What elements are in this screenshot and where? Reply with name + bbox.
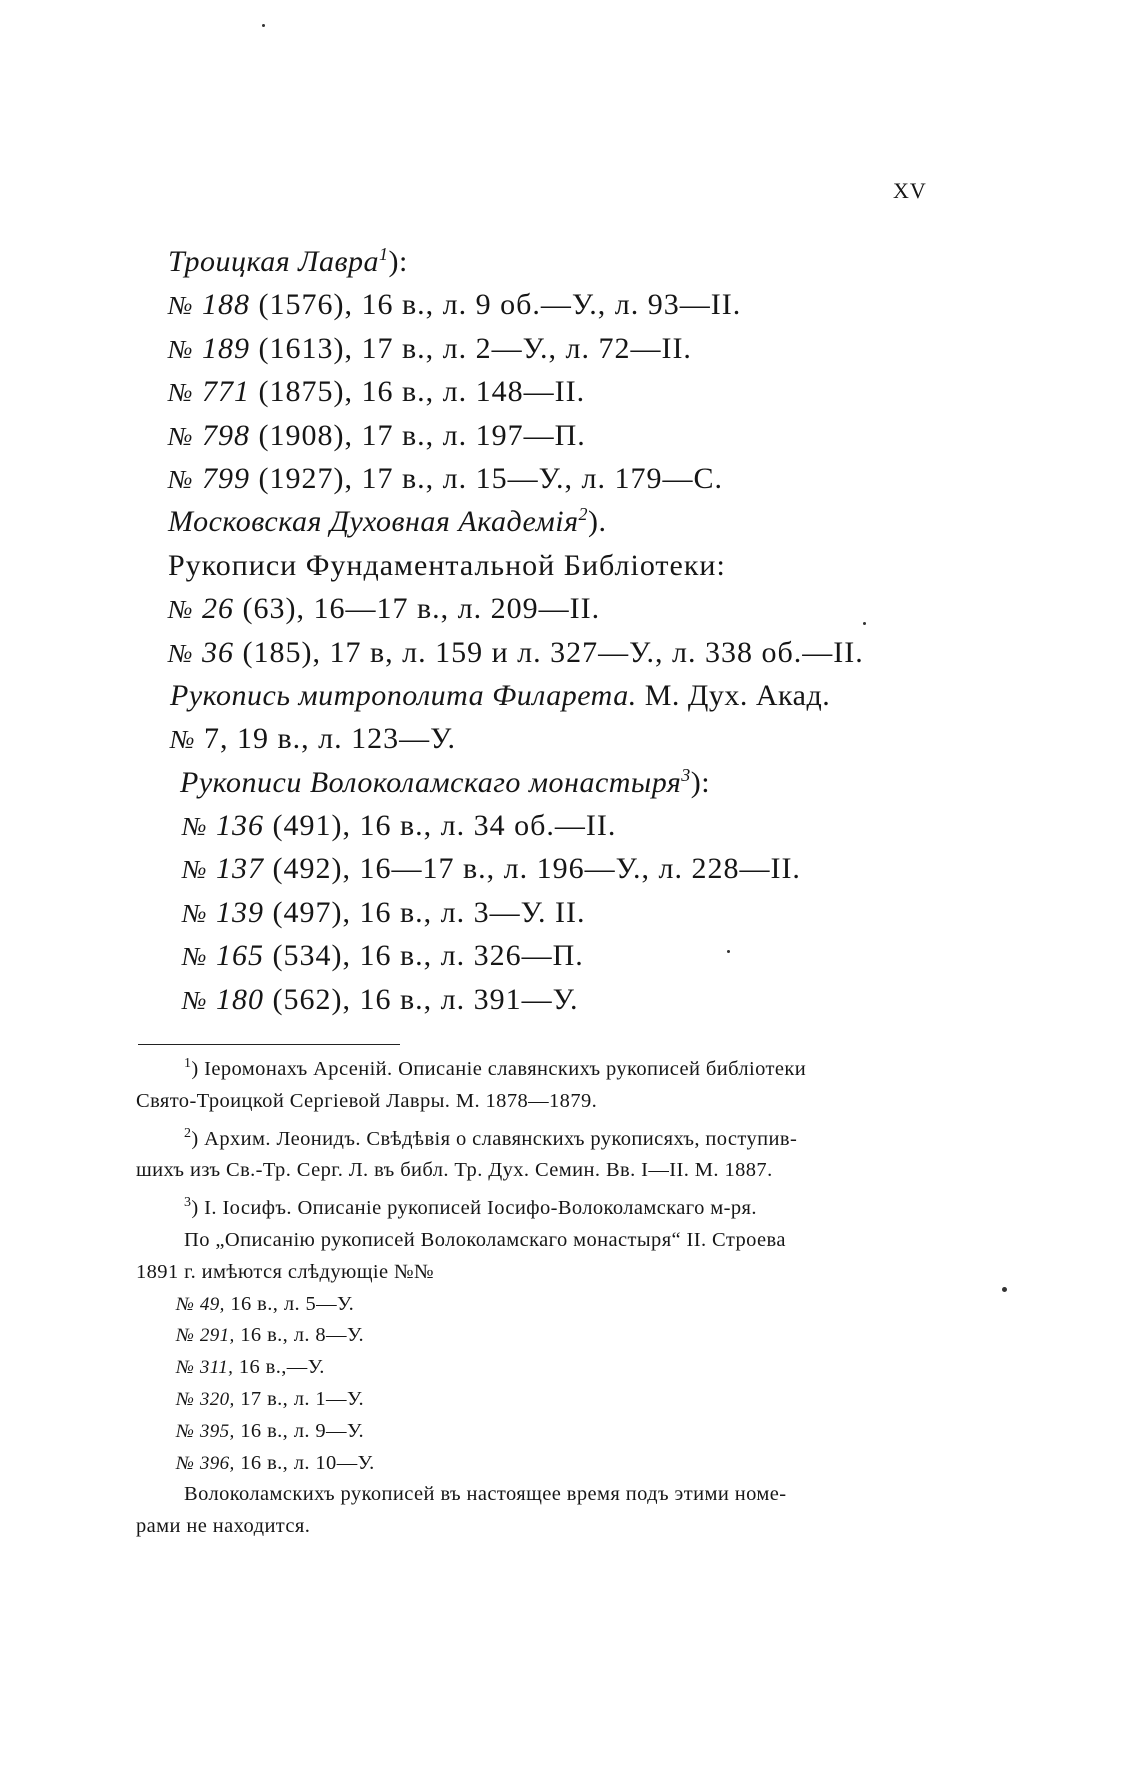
footnote-1: $^1$) Іеромонахъ Арсеній. Описаніе славянскихъ рукописей библіотеки (184, 1056, 807, 1080)
print-speck (727, 950, 730, 953)
section-heading-moscow-academy: Московская Духовная Академія$^2$). (168, 504, 607, 539)
footnote-3-paragraph-continuation: 1891 г. имѣются слѣдующіе №№ (136, 1260, 434, 1283)
list-item: № 395, 16 в., л. 9—У. (176, 1419, 365, 1442)
list-item: № 36 (185), 17 в, л. 159 и л. 327—У., л. 338 об.—II. (168, 635, 864, 669)
list-item: № 165 (534), 16 в., л. 326—П. (182, 939, 584, 973)
list-item: № 137 (492), 16—17 в., л. 196—У., л. 228—II. (182, 852, 801, 886)
print-speck (262, 24, 265, 27)
list-item: № 188 (1576), 16 в., л. 9 об.—У., л. 93—II. (168, 288, 742, 322)
footnote-ref: 2 (578, 504, 589, 525)
list-item: № 291, 16 в., л. 8—У. (176, 1324, 365, 1347)
list-item: № 320, 17 в., л. 1—У. (176, 1387, 365, 1410)
footnote-3-closing-continuation: рами не находится. (136, 1515, 311, 1538)
footnote-2-continuation: шихъ изъ Св.-Тр. Серг. Л. въ библ. Тр. Дух. Семин. Вв. I—II. М. 1887. (136, 1159, 773, 1182)
section-heading-trinity-lavra: Троицкая Лавра$^1$): (168, 244, 408, 278)
section-heading-volokolamsk: Рукописи Волоколамскаго монастыря$^3$): (180, 764, 711, 799)
list-item: № 799 (1927), 17 в., л. 15—У., л. 179—С. (168, 461, 723, 495)
footnote-1-continuation: Свято-Троицкой Сергіевой Лавры. М. 1878—1879. (136, 1089, 598, 1112)
list-item: № 136 (491), 16 в., л. 34 об.—II. (182, 809, 617, 843)
list-item: № 396, 16 в., л. 10—У. (176, 1451, 375, 1474)
section-subheading: Рукописи Фундаментальной Библіотеки: (168, 548, 726, 582)
footnote-ref: 3 (681, 764, 691, 785)
list-item: № 771 (1875), 16 в., л. 148—II. (168, 375, 586, 409)
footnote-divider (138, 1044, 400, 1045)
list-item: № 7, 19 в., л. 123—У. (170, 722, 456, 756)
page-number: XV (893, 178, 927, 203)
footnote-3: $^3$) I. Іосифъ. Описаніе рукописей Іосифо-Волоколамскаго м-ря. (184, 1195, 757, 1220)
list-item: № 180 (562), 16 в., л. 391—У. (182, 982, 579, 1016)
print-speck (1002, 1287, 1007, 1292)
footnotes (136, 1054, 966, 1543)
footnote-2: $^2$) Архим. Леонидъ. Свѣдѣвія о славянскихъ рукописяхъ, поступив- (184, 1125, 798, 1150)
list-item: № 798 (1908), 17 в., л. 197—П. (168, 418, 586, 452)
section-heading-filaret: Рукопись митрополита Филарета. М. Дух. Акад. (170, 678, 831, 712)
print-speck (863, 622, 866, 625)
footnote-3-paragraph: По „Описанію рукописей Волоколамскаго монастыря“ II. Строева (184, 1228, 786, 1251)
list-item: № 139 (497), 16 в., л. 3—У. II. (182, 895, 586, 929)
list-item: № 311, 16 в.,—У. (176, 1356, 325, 1379)
footnote-3-closing: Волоколамскихъ рукописей въ настоящее время подъ этими номе- (184, 1483, 787, 1506)
footnote-ref: 1 (379, 244, 389, 264)
manuscript-list (168, 240, 968, 1021)
list-item: № 189 (1613), 17 в., л. 2—У., л. 72—II. (168, 331, 692, 365)
list-item: № 49, 16 в., л. 5—У. (176, 1292, 355, 1315)
list-item: № 26 (63), 16—17 в., л. 209—II. (168, 592, 601, 626)
